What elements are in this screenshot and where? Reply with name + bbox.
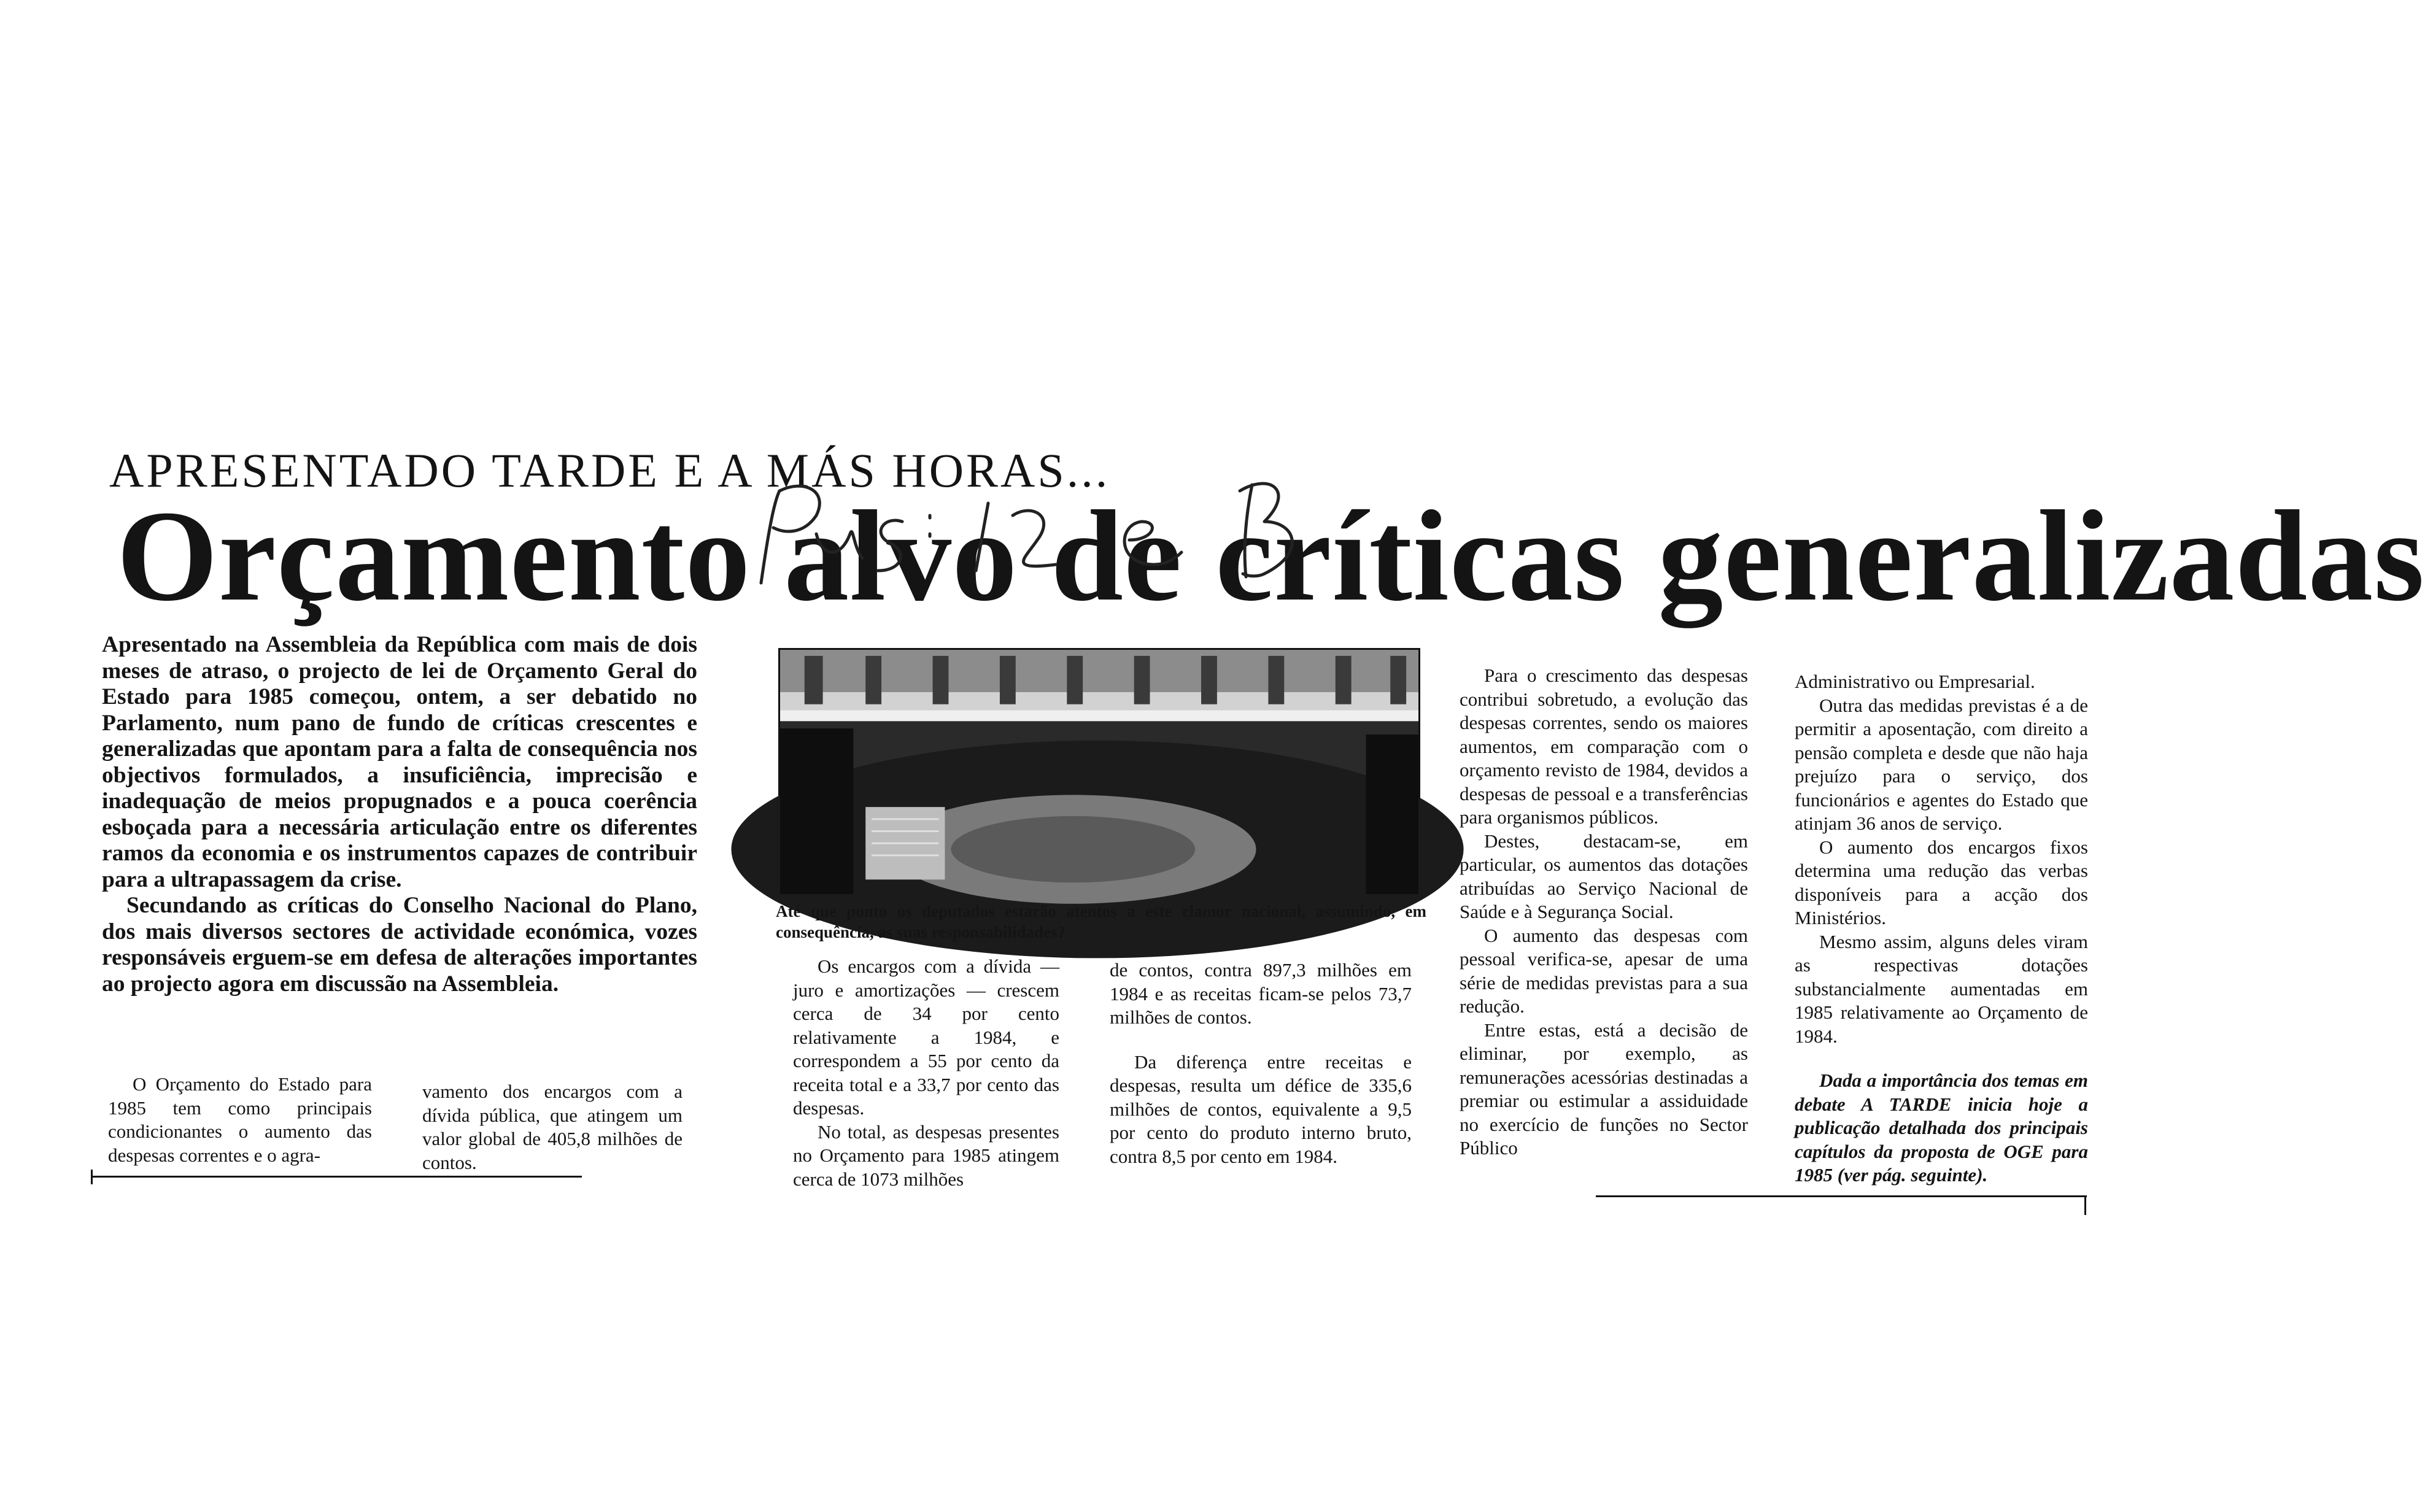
body-column-3 bbox=[793, 955, 1059, 1191]
column-rule-tick bbox=[91, 1170, 93, 1184]
body-paragraph: Da diferença entre receitas e despesas, resulta um défice de 335,6 milhões de contos, equivalente a 9,5 por cento do produto interno bruto, contra 8,5 por cento em 1984. bbox=[1110, 1051, 1412, 1167]
body-column-6 bbox=[1795, 670, 2088, 1187]
handwritten-annotation bbox=[724, 466, 1326, 601]
body-paragraph: O Orçamento do Estado para 1985 tem como principais condicionantes o aumento das despesas correntes e o agra- bbox=[108, 1073, 372, 1166]
headline: Orçamento alvo de críticas generalizadas bbox=[117, 484, 2425, 628]
body-paragraph: Destes, destacam-se, em particular, os aumentos das dotações atribuídas ao Serviço Nacional de Saúde e à Segurança Social. bbox=[1460, 830, 1748, 922]
body-paragraph: Administrativo ou Empresarial. bbox=[1795, 671, 2035, 692]
body-paragraph: O aumento das despesas com pessoal verifica-se, apesar de uma série de medidas previstas para a sua redução. bbox=[1460, 924, 1748, 1017]
parliament-photo bbox=[778, 648, 1420, 896]
body-paragraph: Mesmo assim, alguns deles viram as respectivas dotações substancialmente aumentadas em 1985 relativamente ao Orçamento de 1984. bbox=[1795, 930, 2088, 1047]
body-column-4 bbox=[1110, 958, 1412, 1168]
photo-caption: Até que ponto os deputados estarão atentos a este clamor nacional, assumindo, em consequência, as suas responsabilidades? bbox=[776, 902, 1426, 941]
body-column-5 bbox=[1460, 664, 1748, 1160]
body-paragraph: Entre estas, está a decisão de eliminar, por exemplo, as remunerações acessórias destinadas a premiar ou estimular a assiduidade no exercício de funções no Sector Público bbox=[1460, 1019, 1748, 1159]
kicker: APRESENTADO TARDE E A MÁS HORAS... bbox=[109, 444, 1110, 497]
body-column-2 bbox=[422, 1080, 683, 1174]
body-paragraph: Outra das medidas previstas é a de permitir a aposentação, com direito a pensão completa e desde que não haja prejuízo para o serviço, dos funcionários e agentes do Estado que atinjam 36 anos de serviço. bbox=[1795, 694, 2088, 834]
lead-paragraph-2: Secundando as críticas do Conselho Nacional do Plano, dos mais diversos sectores de actividade económica, vozes responsáveis erguem-se em defesa de alterações importantes ao projecto agora em discussão na Assembleia. bbox=[102, 893, 697, 997]
body-paragraph: Para o crescimento das despesas contribui sobretudo, a evolução das despesas correntes, sendo os maiores aumentos, em comparação com o orçamento revisto de 1984, devidos a despesas de pessoal e a transferências para organismos públicos. bbox=[1460, 665, 1748, 828]
body-paragraph: de contos, contra 897,3 milhões em 1984 e as receitas ficam-se pelos 73,7 milhões de contos. bbox=[1110, 959, 1412, 1028]
body-paragraph: No total, as despesas presentes no Orçamento para 1985 atingem cerca de 1073 milhões bbox=[793, 1120, 1059, 1190]
editor-note: Dada a importância dos temas em debate A TARDE inicia hoje a publicação detalhada dos principais capítulos da proposta de OGE para 1985 (ver pág. seguinte). bbox=[1795, 1070, 2088, 1186]
lead-paragraph-1: Apresentado na Assembleia da República com mais de dois meses de atraso, o projecto de lei de Orçamento Geral do Estado para 1985 começou, ontem, a ser debatido no Parlamento, num pano de fundo de críticas crescentes e generalizadas que apontam para a falta de consequência nos objectivos formulados, a insuficiência, imprecisão e inadequação de meios propugnados e a pouca coerência esboçada para a necessária articulação entre os diferentes ramos da economia e os instrumentos capazes de contribuir para a ultrapassagem da crise. bbox=[102, 632, 697, 892]
column-rule bbox=[91, 1176, 582, 1178]
body-column-1 bbox=[108, 1073, 372, 1167]
body-paragraph: O aumento dos encargos fixos determina uma redução das verbas disponíveis para a acção dos Ministérios. bbox=[1795, 836, 2088, 928]
lead-paragraph bbox=[102, 632, 697, 997]
body-paragraph: Os encargos com a dívida — juro e amortizações — crescem cerca de 34 por cento relativamente a 1984, e correspondem a 55 por cento da receita total e a 33,7 por cento das despesas. bbox=[793, 955, 1059, 1119]
column-rule-tick bbox=[2084, 1195, 2086, 1215]
column-rule bbox=[1596, 1195, 2087, 1197]
body-paragraph: vamento dos encargos com a dívida pública, que atingem um valor global de 405,8 milhões de contos. bbox=[422, 1081, 683, 1173]
